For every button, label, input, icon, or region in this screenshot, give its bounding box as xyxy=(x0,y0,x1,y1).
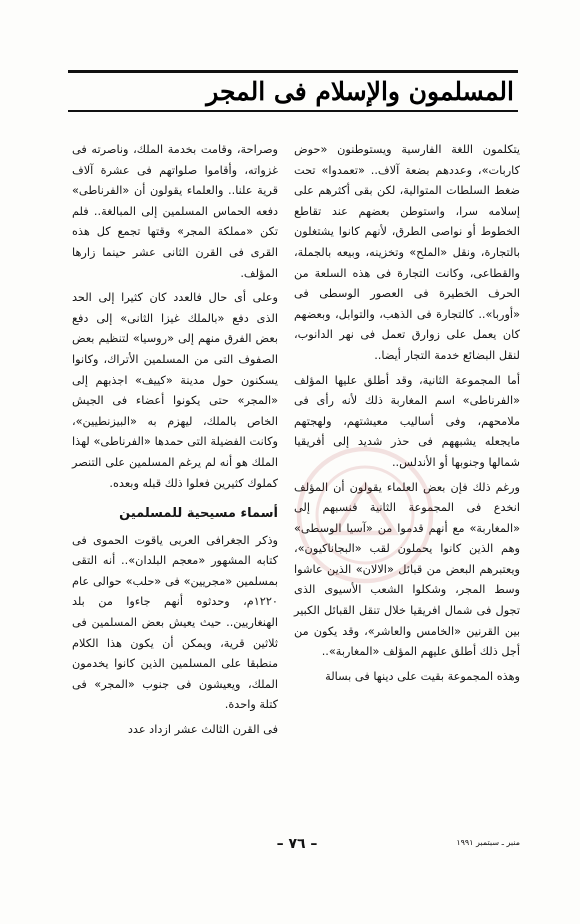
left-column xyxy=(72,140,278,745)
paragraph: أما المجموعة الثانية، وقد أطلق عليها المؤلف «الفرناطى» اسم المغاربة ذلك لأنه رأى فى ملامحهم، وفى أساليب معيشتهم، ولهجتهم مايجعله يشبههم فى حذر شديد إلى أفريقيا شمالها وجنوبها أو الأندلس.. xyxy=(294,373,520,469)
section-subheading: أسماء مسيحية للمسلمين xyxy=(119,506,278,522)
paragraph: يتكلمون اللغة الفارسية ويستوطنون «حوض كاربات»، وعددهم بضعة آلاف.. «تعمدوا» تحت ضغط السلطات المتوالية، لكن بقى أكثرهم على إسلامه سرا، واستوطن بعضهم عند تقاطع الخطوط أو نواصى الطرق، لأنهم كانوا يشتغلون بالتجارة، ونقل «الملح» وتخزينه، وبيعه بالجملة، والقطاعى، وكانت التجارة فى هذه السلعة من الحرف الخطيرة فى العصور الوسطى فى «أوربا».. كالتجارة فى الذهب، والتوابل، وبعضهم كان يعمل على زوارق تعمل فى نهر الدانوب، لنقل البضائع خدمة التجار أيضا.. xyxy=(294,143,520,362)
paragraph: وصراحة، وقامت بخدمة الملك، وناصرته فى غزواته، وأقاموا صلواتهم فى عشرة آلاف قرية علنا.. والعلماء يقولون أن «الفرناطى» دفعه الحماس المسلمين إلى المبالغة.. فلم تكن «مملكة المجر» وقتها تجمع كل هذه القرى فى القرن الثانى عشر حينما زارها المؤلف. xyxy=(72,143,278,280)
right-column xyxy=(294,140,520,691)
article-header xyxy=(68,62,518,122)
watermark-seal-icon xyxy=(290,440,440,590)
paragraph: فى القرن الثالث عشر ازداد عدد xyxy=(127,723,278,737)
page-number: – ٧٦ – xyxy=(276,836,318,852)
paragraph: ورغم ذلك فإن بعض العلماء يقولون أن المؤلف انخدع فى المجموعة الثانية فنسبهم إلى «المغاربة» مع أنهم قدموا من «آسيا الوسطى» وهم الذين كانوا يحملون لقب «البجاناكيون»، ويعتبرهم البعض من قبائل «الالان» الذين عاشوا وسط المجر، وشكلوا الشعب الأسيوى الذى تجول فى شمال افريقيا خلال تنقل القبائل الكبير بين القرنين «الخامس والعاشر»، وقد يكون من أجل ذلك أطلق عليهم المؤلف «المغاربة».. xyxy=(294,480,520,659)
header-bottom-rule xyxy=(68,110,518,112)
paragraph: وعلى أى حال فالعدد كان كثيرا إلى الحد الذى دفع «بالملك غيزا الثانى» إلى دفع بعض الفرق منهم إلى «روسيا» لتنظيم بعض الصفوف التى من المسلمين الأتراك، وكانوا يسكنون حول مدينة «كييف» اجذبهم إلى «المجر» حتى يكونوا أعضاء فى الجيش الخاص بالملك، ليهزم به «البيزنطيين»، وكانت الفضيلة التى حمدها «الفرناطى» لهذا الملك هو أنه لم يرغم المسلمين على التنصر كملوك كثيرين فعلوا ذلك قبله وبعده. xyxy=(72,291,278,490)
header-top-rule xyxy=(68,70,518,73)
issue-mark: منبر ـ سبتمبر ١٩٩١ xyxy=(456,838,520,847)
paragraph: وهذه المجموعة بقيت على دينها فى بسالة xyxy=(325,669,520,683)
page-footer xyxy=(72,832,520,862)
paragraph: وذكر الجغرافى العربى ياقوت الحموى فى كتابه المشهور «معجم البلدان».. أنه التقى بمسلمين «مجريين» فى «حلب» حوالى عام ١٢٢٠م، وحدثوه أنهم جاءوا من بلد الهنغاريين.. حيث يعيش بعض المسلمين فى ثلاثين قرية، ويمكن أن يكون هذا الكلام منطبقا على المسلمين الذين كانوا يخدمون الملك، ويعيشون فى جنوب «المجر» فى كتلة واحدة. xyxy=(72,533,278,712)
article-title: المسلمون والإسلام فى المجر xyxy=(206,77,514,106)
